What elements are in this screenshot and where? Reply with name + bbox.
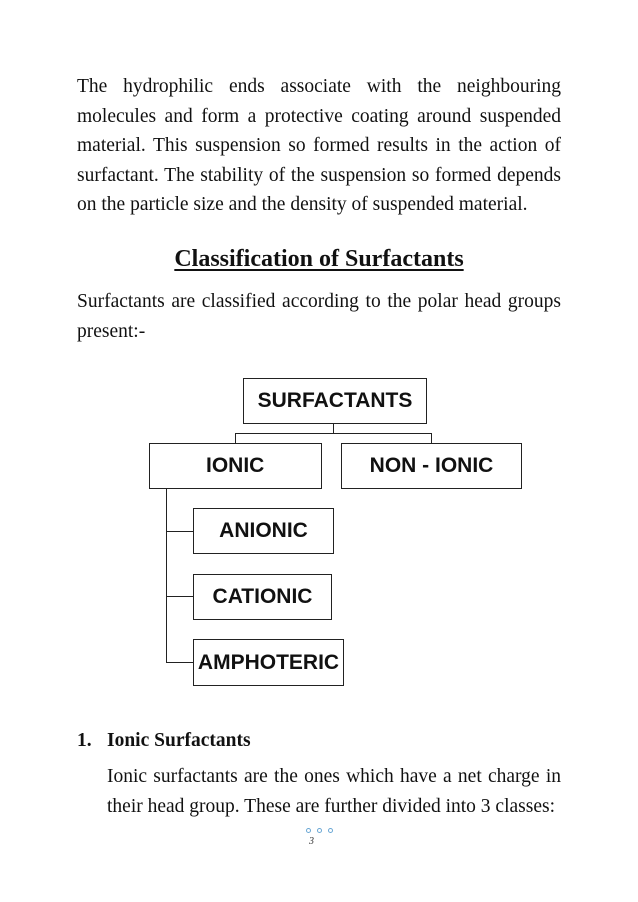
classification-paragraph: Surfactants are classified according to the polar head groups present:- bbox=[77, 291, 561, 342]
section-title: Classification of Surfactants bbox=[174, 246, 464, 272]
anionic-node: ANIONIC bbox=[193, 508, 334, 554]
ionic-trunk bbox=[166, 489, 167, 663]
amphoteric-connector bbox=[166, 662, 193, 663]
amphoteric-node: AMPHOTERIC bbox=[193, 639, 344, 686]
list-item-heading bbox=[77, 730, 251, 752]
branch-bar bbox=[235, 433, 432, 434]
ionic-node: IONIC bbox=[149, 443, 322, 489]
cationic-node: CATIONIC bbox=[193, 574, 332, 620]
list-item-body: Ionic surfactants are the ones which have a net charge in their head group. These are further divided into 3 classes: bbox=[107, 766, 561, 817]
page-number: 3 bbox=[309, 836, 314, 847]
list-item-number: 1. bbox=[77, 730, 92, 751]
ionic-connector bbox=[235, 433, 236, 443]
nonionic-connector bbox=[431, 433, 432, 443]
anionic-connector bbox=[166, 531, 193, 532]
cationic-connector bbox=[166, 596, 193, 597]
surfactants-node: SURFACTANTS bbox=[243, 378, 427, 424]
footer-dots-ornament bbox=[306, 828, 333, 833]
list-item-title: Ionic Surfactants bbox=[107, 730, 251, 751]
intro-paragraph: The hydrophilic ends associate with the neighbouring molecules and form a protective coating around suspended material. This suspension so formed results in the action of surfactant. The stability of the suspension so formed depends on the particle size and the density of suspended material. bbox=[77, 76, 561, 215]
non-ionic-node: NON - IONIC bbox=[341, 443, 522, 489]
